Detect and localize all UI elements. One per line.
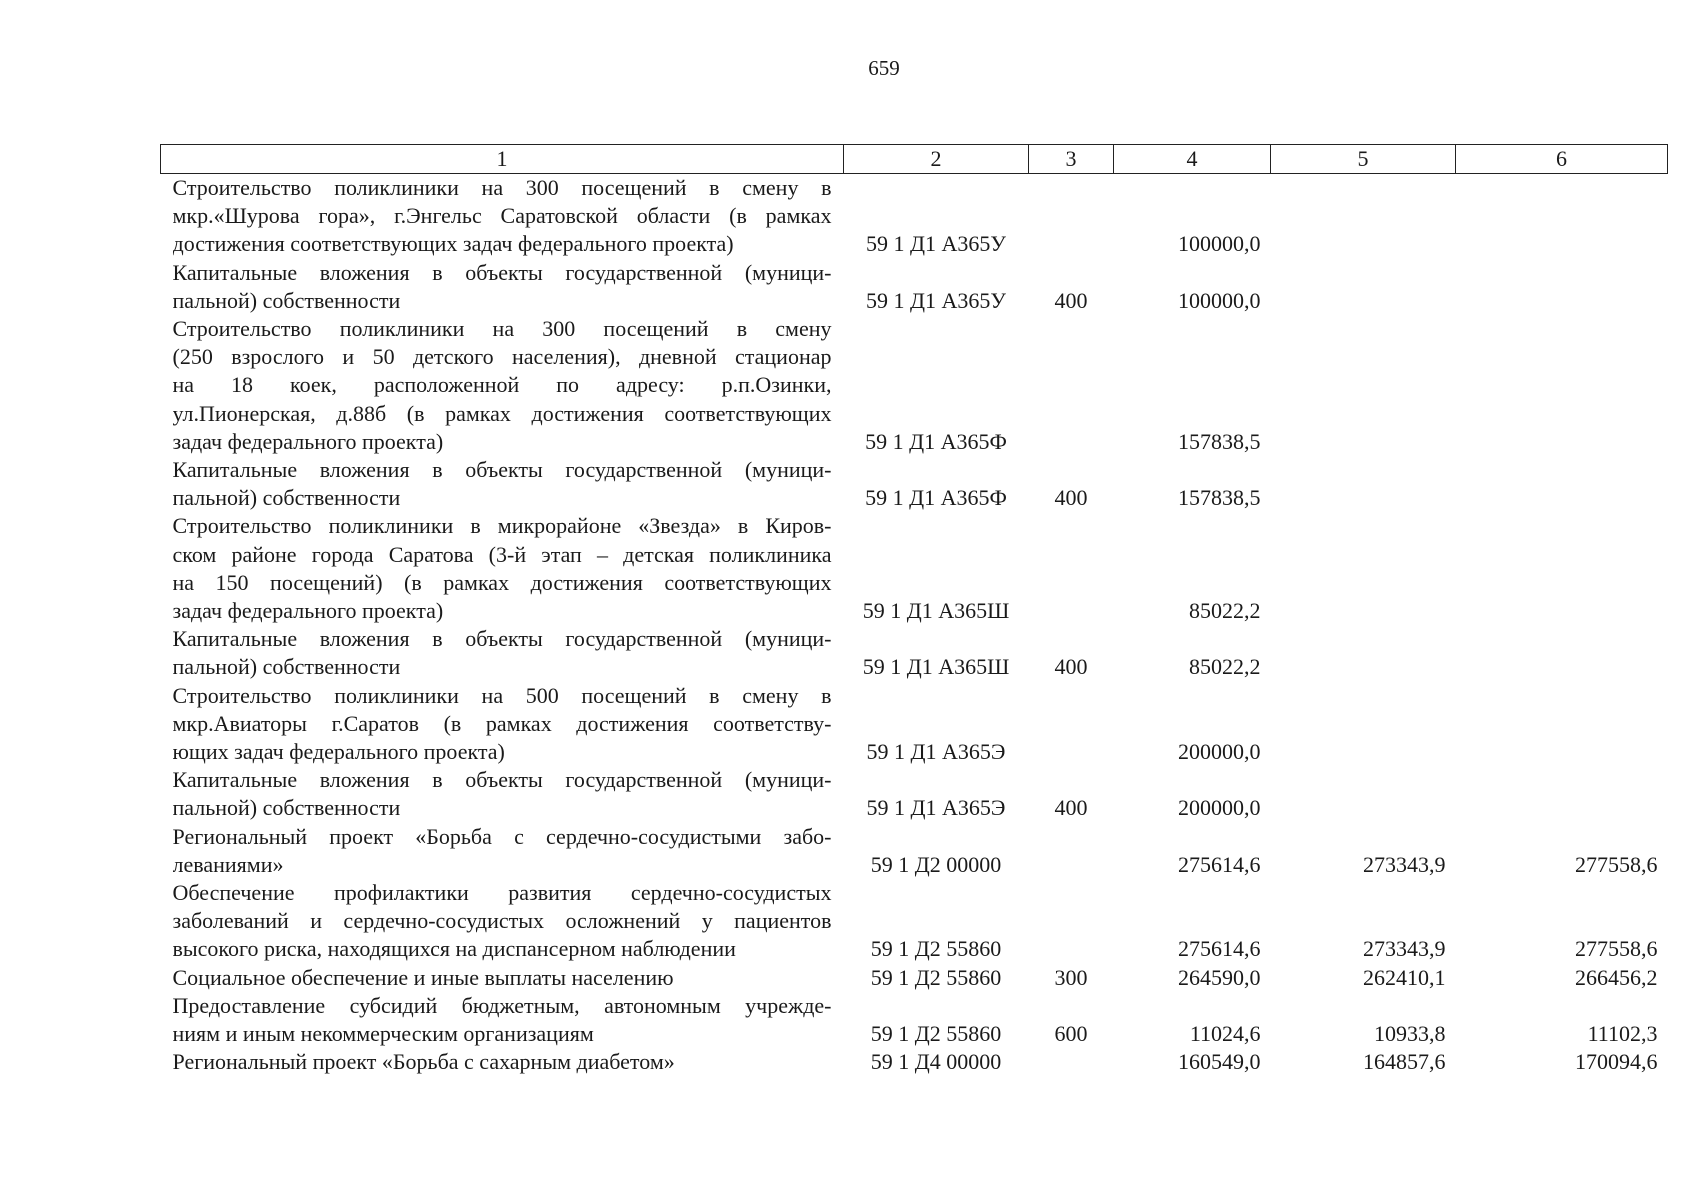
row-description [161, 992, 844, 1048]
description-line: Капитальные вложения в объекты государственной (муници- [172, 457, 832, 483]
column-header-1: 1 [161, 145, 844, 174]
description-line: ниям и иным некоммерческим организациям [172, 1021, 594, 1047]
description-line: Региональный проект «Борьба с сердечно-сосудистыми забо- [172, 823, 832, 849]
row-value-col4: 160549,0 [1178, 1049, 1261, 1075]
description-line: пальной) собственности [172, 485, 401, 511]
row-value-col5: 273343,9 [1363, 851, 1446, 877]
row-expense-type [1029, 512, 1114, 625]
row-value-col5 [1271, 512, 1456, 625]
budget-table [160, 144, 1668, 1077]
description-line: на 150 посещений) (в рамках достижения соответствующих [172, 569, 832, 595]
description-line: мкр.«Шурова гора», г.Энгельс Саратовской области (в рамках [172, 203, 832, 229]
row-description [161, 823, 844, 879]
description-line: Капитальные вложения в объекты государственной (муници- [172, 626, 832, 652]
row-description [161, 879, 844, 964]
table-row [161, 964, 1668, 992]
description-line: Строительство поликлиники на 500 посещений в смену в [172, 682, 832, 708]
description-line: ул.Пионерская, д.88б (в рамках достижения соответствующих [172, 400, 832, 426]
row-value-col4: 100000,0 [1178, 231, 1261, 257]
row-value-col6 [1456, 456, 1668, 512]
row-code: 59 1 Д1 А365Э [866, 739, 1006, 765]
row-expense-type [1029, 879, 1114, 964]
table-body [161, 174, 1668, 1077]
description-line: Социальное обеспечение и иные выплаты населению [172, 964, 674, 990]
description-line: задач федерального проекта) [172, 428, 444, 454]
row-value-col5 [1271, 174, 1456, 259]
row-description [161, 625, 844, 681]
row-code: 59 1 Д1 А365Ш [862, 654, 1010, 680]
column-header-4: 4 [1114, 145, 1271, 174]
table-row [161, 456, 1668, 512]
row-value-col4: 100000,0 [1178, 287, 1261, 313]
row-expense-type: 400 [1054, 795, 1088, 821]
description-line: высокого риска, находящихся на диспансерном наблюдении [172, 936, 736, 962]
table-row [161, 625, 1668, 681]
description-line: Капитальные вложения в объекты государственной (муници- [172, 259, 832, 285]
description-line: Строительство поликлиники на 300 посещений в смену [172, 316, 832, 342]
row-description [161, 1048, 844, 1076]
row-value-col4: 11024,6 [1189, 1021, 1261, 1047]
description-line: Предоставление субсидий бюджетным, автономным учрежде- [172, 992, 832, 1018]
row-code: 59 1 Д4 00000 [870, 1049, 1002, 1075]
row-value-col6 [1456, 625, 1668, 681]
row-code: 59 1 Д1 А365Ф [865, 428, 1007, 454]
row-value-col4: 200000,0 [1178, 795, 1261, 821]
row-value-col5: 273343,9 [1363, 936, 1446, 962]
row-value-col5 [1271, 259, 1456, 315]
header-row [161, 145, 1668, 174]
description-line: Строительство поликлиники на 300 посещений в смену в [172, 175, 832, 200]
column-header-6: 6 [1456, 145, 1668, 174]
row-value-col5: 164857,6 [1363, 1049, 1446, 1075]
description-line: ющих задач федерального проекта) [172, 739, 505, 765]
row-value-col5 [1271, 766, 1456, 822]
row-value-col6 [1456, 512, 1668, 625]
row-value-col6: 170094,6 [1575, 1049, 1658, 1075]
row-value-col6: 277558,6 [1575, 851, 1658, 877]
row-description [161, 512, 844, 625]
table-row [161, 766, 1668, 822]
row-expense-type: 400 [1054, 654, 1088, 680]
row-value-col6: 11102,3 [1587, 1021, 1658, 1047]
column-header-5: 5 [1271, 145, 1456, 174]
row-value-col5 [1271, 625, 1456, 681]
row-description [161, 315, 844, 456]
description-line: Капитальные вложения в объекты государственной (муници- [172, 767, 832, 793]
column-header-3: 3 [1029, 145, 1114, 174]
table-header [161, 145, 1668, 174]
table-row [161, 992, 1668, 1048]
row-expense-type [1029, 315, 1114, 456]
description-line: (250 взрослого и 50 детского населения), дневной стационар [172, 344, 832, 370]
row-value-col5 [1271, 315, 1456, 456]
table-row [161, 1048, 1668, 1076]
row-expense-type [1029, 823, 1114, 879]
row-expense-type: 400 [1054, 485, 1088, 511]
row-value-col6 [1456, 174, 1668, 259]
row-expense-type [1029, 174, 1114, 259]
table-row [161, 174, 1668, 259]
description-line: заболеваний и сердечно-сосудистых осложнений у пациентов [172, 908, 832, 934]
row-value-col6: 266456,2 [1575, 964, 1658, 990]
description-line: пальной) собственности [172, 654, 401, 680]
table-row [161, 315, 1668, 456]
row-description [161, 174, 844, 259]
row-code: 59 1 Д1 А365У [866, 231, 1006, 257]
row-expense-type: 600 [1054, 1021, 1088, 1047]
row-description [161, 682, 844, 767]
row-description [161, 456, 844, 512]
row-description [161, 964, 844, 992]
row-value-col6: 277558,6 [1575, 936, 1658, 962]
page-number: 659 [868, 56, 900, 80]
row-code: 59 1 Д1 А365У [866, 287, 1006, 313]
table-row [161, 259, 1668, 315]
row-value-col4: 157838,5 [1178, 428, 1261, 454]
table-row [161, 879, 1668, 964]
description-line: пальной) собственности [172, 795, 401, 821]
row-value-col6 [1456, 315, 1668, 456]
row-value-col5: 10933,8 [1374, 1021, 1446, 1047]
description-line: ском районе города Саратова (3-й этап – детская поликлиника [172, 541, 832, 567]
row-expense-type: 300 [1054, 964, 1088, 990]
row-code: 59 1 Д2 00000 [870, 851, 1002, 877]
row-value-col5 [1271, 682, 1456, 767]
row-value-col5 [1271, 456, 1456, 512]
row-description [161, 259, 844, 315]
description-line: Региональный проект «Борьба с сахарным диабетом» [172, 1049, 675, 1075]
row-code: 59 1 Д1 А365Э [866, 795, 1006, 821]
row-expense-type: 400 [1054, 287, 1088, 313]
row-value-col4: 275614,6 [1178, 936, 1261, 962]
row-expense-type [1029, 1048, 1114, 1076]
row-code: 59 1 Д1 А365Ф [865, 485, 1007, 511]
row-value-col4: 85022,2 [1189, 654, 1261, 680]
description-line: на 18 коек, расположенной по адресу: р.п.Озинки, [172, 372, 832, 398]
row-code: 59 1 Д1 А365Ш [862, 598, 1010, 624]
row-value-col4: 85022,2 [1189, 598, 1261, 624]
description-line: мкр.Авиаторы г.Саратов (в рамках достижения соответству- [172, 710, 832, 736]
row-value-col4: 157838,5 [1178, 485, 1261, 511]
row-expense-type [1029, 682, 1114, 767]
description-line: достижения соответствующих задач федерального проекта) [172, 231, 734, 257]
row-code: 59 1 Д2 55860 [870, 1021, 1002, 1047]
description-line: леваниями» [172, 851, 284, 877]
row-description [161, 766, 844, 822]
row-value-col5: 262410,1 [1363, 964, 1446, 990]
row-value-col6 [1456, 682, 1668, 767]
description-line: Обеспечение профилактики развития сердечно-сосудистых [172, 880, 832, 906]
row-value-col6 [1456, 259, 1668, 315]
row-value-col4: 200000,0 [1178, 739, 1261, 765]
row-value-col6 [1456, 766, 1668, 822]
row-value-col4: 264590,0 [1178, 964, 1261, 990]
table-row [161, 823, 1668, 879]
row-code: 59 1 Д2 55860 [870, 936, 1002, 962]
description-line: Строительство поликлиники в микрорайоне «Звезда» в Киров- [172, 513, 832, 539]
row-value-col4: 275614,6 [1178, 851, 1261, 877]
row-code: 59 1 Д2 55860 [870, 964, 1002, 990]
description-line: задач федерального проекта) [172, 598, 444, 624]
table-row [161, 512, 1668, 625]
table-row [161, 682, 1668, 767]
column-header-2: 2 [844, 145, 1029, 174]
description-line: пальной) собственности [172, 287, 401, 313]
